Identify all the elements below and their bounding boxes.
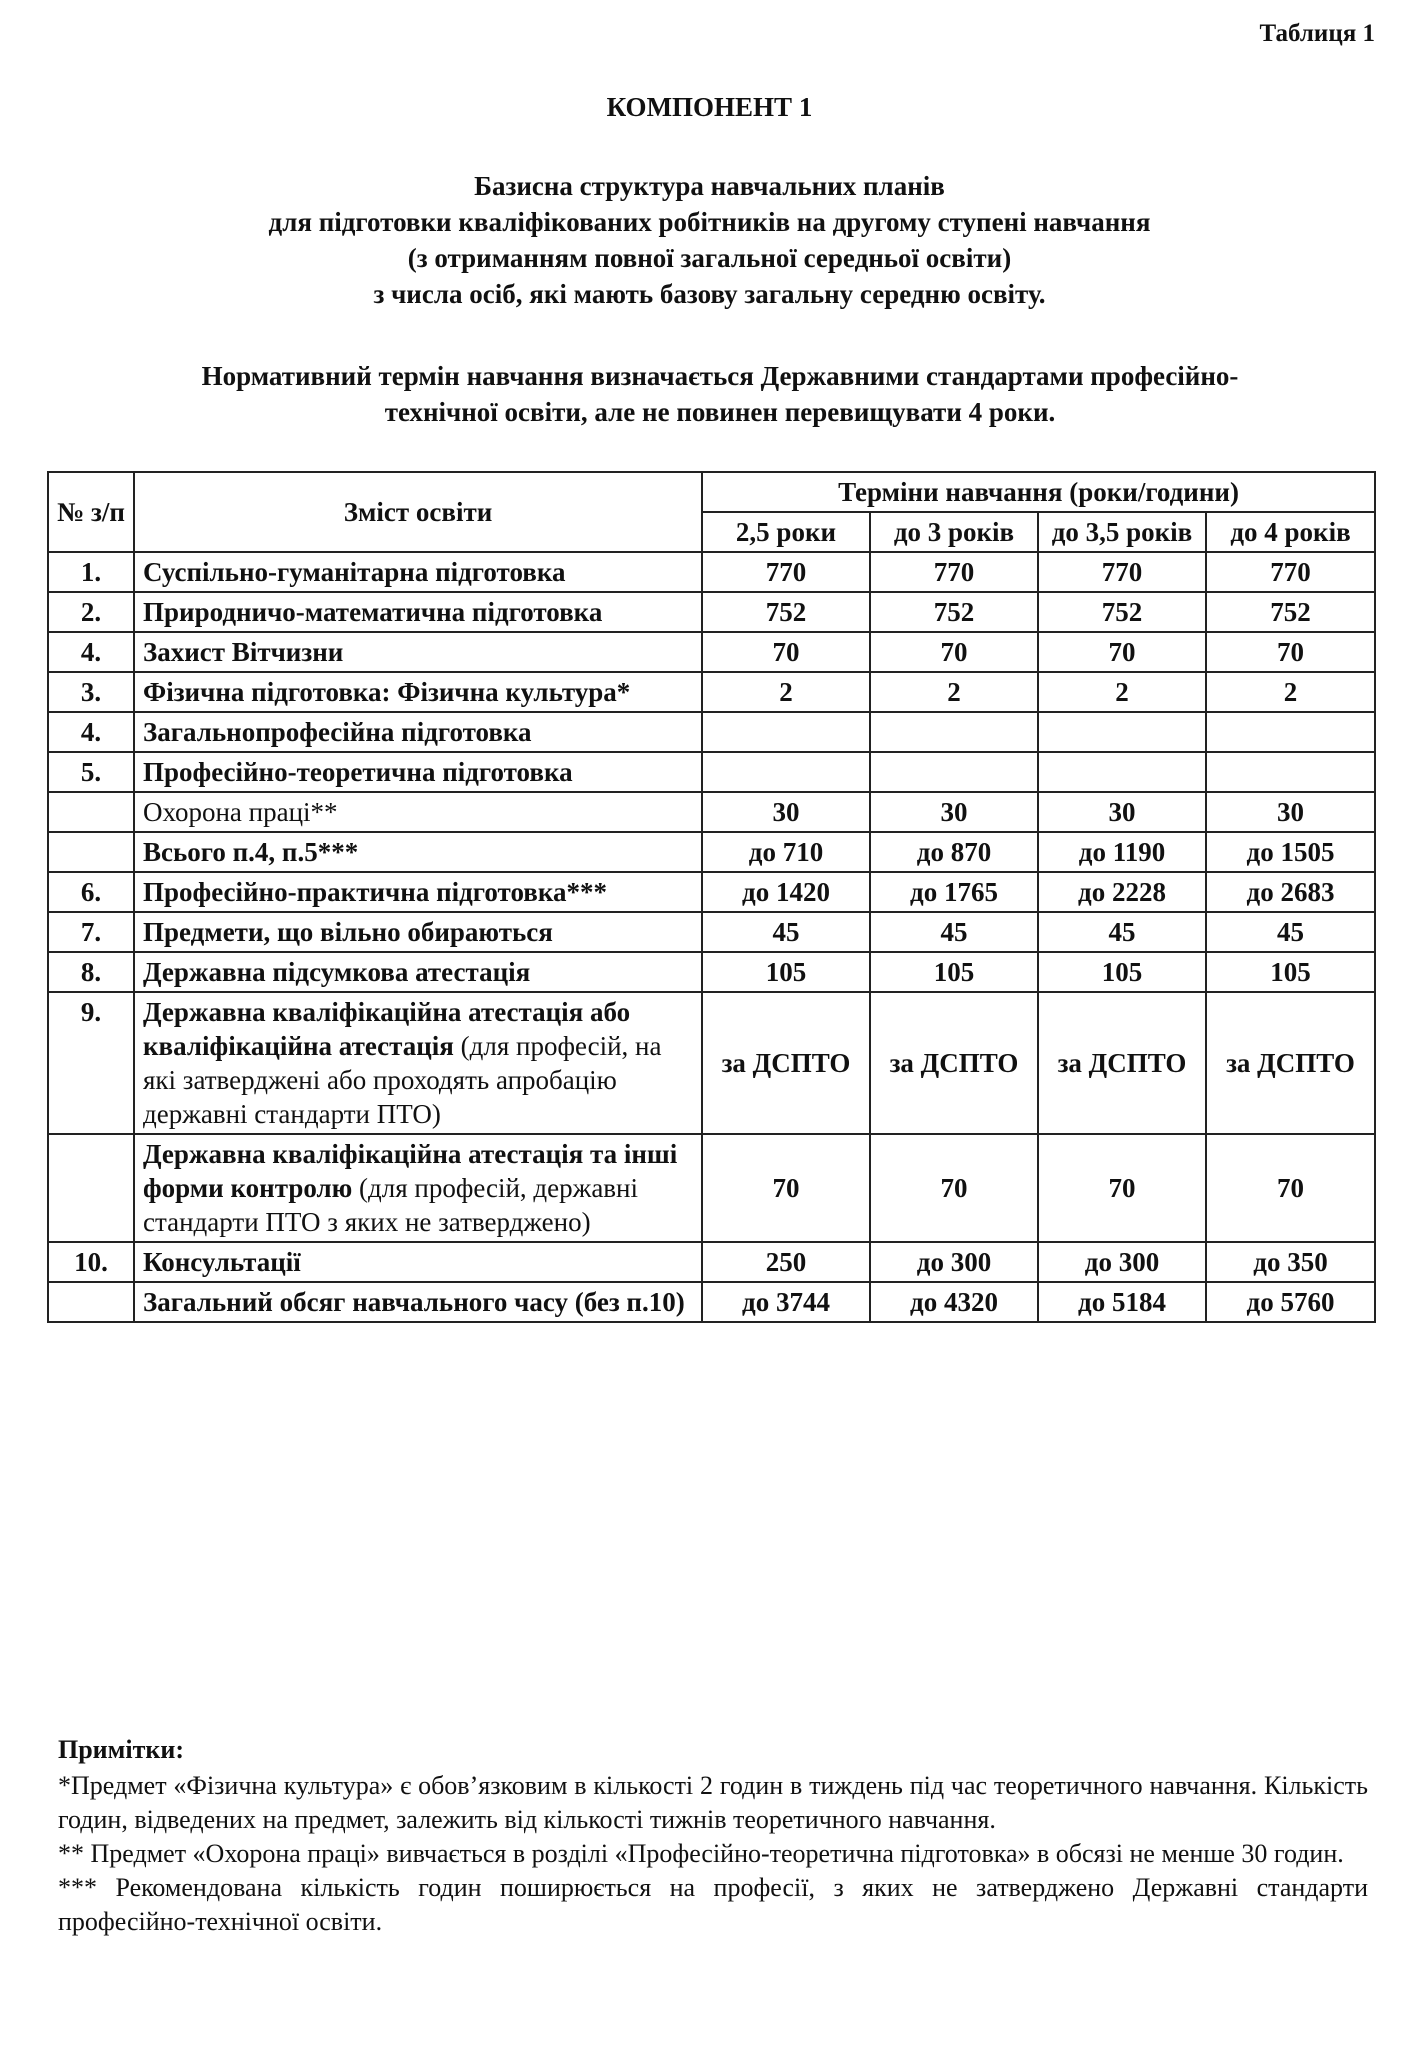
header-terms: Терміни навчання (роки/години) [702, 472, 1375, 512]
table-row [48, 832, 1375, 872]
row-content [134, 792, 702, 832]
table-row [48, 632, 1375, 672]
row-value: до 2683 [1206, 872, 1375, 912]
row-value [1038, 712, 1206, 752]
row-value: 45 [702, 912, 870, 952]
row-value: до 3744 [702, 1282, 870, 1322]
row-value [1206, 712, 1375, 752]
row-content-note: (для професій, на які затверджені або проходять апробацію державні стандарти ПТО) [143, 1031, 662, 1129]
note-item: ** Предмет «Охорона праці» вивчається в розділі «Професійно-теоретична підготовка» в обсязі не менше 30 годин. [58, 1839, 1344, 1868]
row-content-title: Професійно-практична підготовка*** [143, 877, 607, 907]
row-value: 30 [702, 792, 870, 832]
row-value: 105 [1038, 952, 1206, 992]
row-value [1206, 752, 1375, 792]
row-value: 70 [1038, 632, 1206, 672]
row-value: 2 [1206, 672, 1375, 712]
row-value: 770 [1206, 552, 1375, 592]
row-content [134, 672, 702, 712]
table-row [48, 752, 1375, 792]
row-content-title: Професійно-теоретична підготовка [143, 757, 573, 787]
subtitle-line: з числа осіб, які мають базову загальну середню освіту. [373, 279, 1046, 309]
row-number: 6. [48, 872, 134, 912]
row-content-title: Предмети, що вільно обираються [143, 917, 553, 947]
row-value [702, 712, 870, 752]
notes-title: Примітки: [58, 1735, 184, 1764]
row-number: 1. [48, 552, 134, 592]
row-number: 10. [48, 1242, 134, 1282]
row-value: за ДСПТО [702, 992, 870, 1134]
header-row [48, 472, 1375, 512]
note-item: *Предмет «Фізична культура» є обов’язковим в кількості 2 годин в тиждень під час теоретичного навчання. Кількість годин, відведених на предмет, залежить від кількості тижнів теоретичного навчання. [58, 1771, 1368, 1834]
note-item: *** Рекомендована кількість годин поширюється на професії, з яких не затверджено Державні стандарти професійно-технічної освіти. [58, 1873, 1368, 1936]
row-number: 9. [48, 992, 134, 1134]
row-value: 45 [1038, 912, 1206, 952]
row-value: 30 [1038, 792, 1206, 832]
table-row [48, 712, 1375, 752]
row-value: до 2228 [1038, 872, 1206, 912]
row-value: 30 [1206, 792, 1375, 832]
row-value: 250 [702, 1242, 870, 1282]
row-content-title: Природничо-математична підготовка [143, 597, 603, 627]
header-content: Зміст освіти [134, 472, 702, 552]
row-value: 105 [702, 952, 870, 992]
row-number [48, 792, 134, 832]
row-content [134, 872, 702, 912]
row-value: до 1505 [1206, 832, 1375, 872]
row-value: до 4320 [870, 1282, 1038, 1322]
row-content [134, 752, 702, 792]
row-value: 70 [870, 1134, 1038, 1242]
row-value: 70 [702, 1134, 870, 1242]
row-value: 70 [870, 632, 1038, 672]
row-value: 2 [702, 672, 870, 712]
row-value: за ДСПТО [870, 992, 1038, 1134]
row-content-title: Загальний обсяг навчального часу (без п.10) [143, 1287, 685, 1317]
row-value: до 1420 [702, 872, 870, 912]
row-value [870, 752, 1038, 792]
row-value: 70 [1206, 1134, 1375, 1242]
row-value: 752 [870, 592, 1038, 632]
row-value: за ДСПТО [1038, 992, 1206, 1134]
term-note-line: технічної освіти, але не повинен перевищувати 4 роки. [384, 397, 1056, 427]
table-row [48, 992, 1375, 1134]
table-row [48, 592, 1375, 632]
term-note [60, 358, 1380, 430]
header-col: 2,5 роки [702, 512, 870, 552]
row-value: до 1190 [1038, 832, 1206, 872]
row-content-title: Консультації [143, 1247, 301, 1277]
subtitle-line: для підготовки кваліфікованих робітників на другому ступені навчання [268, 207, 1151, 237]
table-row [48, 952, 1375, 992]
table-row [48, 1134, 1375, 1242]
row-content [134, 952, 702, 992]
row-value: за ДСПТО [1206, 992, 1375, 1134]
row-content [134, 592, 702, 632]
row-content-note: Охорона праці** [143, 797, 338, 827]
table-row [48, 912, 1375, 952]
row-number [48, 1282, 134, 1322]
table-row [48, 672, 1375, 712]
row-number: 4. [48, 632, 134, 672]
table-label: Таблиця 1 [1259, 20, 1375, 47]
row-content [134, 1134, 702, 1242]
notes [58, 1733, 1368, 1939]
row-value: 752 [702, 592, 870, 632]
row-content-title: Фізична підготовка: Фізична культура* [143, 677, 631, 707]
row-content-title: Державна кваліфікаційна атестація або кваліфікаційна атестація [143, 997, 631, 1061]
row-content-title: Суспільно-гуманітарна підготовка [143, 557, 566, 587]
row-number: 4. [48, 712, 134, 752]
row-value: до 300 [1038, 1242, 1206, 1282]
row-content [134, 832, 702, 872]
header-num: № з/п [48, 472, 134, 552]
table-body [48, 552, 1375, 1322]
row-number: 3. [48, 672, 134, 712]
row-content [134, 1282, 702, 1322]
row-value: 105 [870, 952, 1038, 992]
row-value [1038, 752, 1206, 792]
row-value: 30 [870, 792, 1038, 832]
component-title: КОМПОНЕНТ 1 [606, 92, 813, 122]
row-value [702, 752, 870, 792]
row-content [134, 912, 702, 952]
row-number [48, 832, 134, 872]
row-value: до 300 [870, 1242, 1038, 1282]
table-row [48, 1242, 1375, 1282]
header-col: до 3,5 років [1038, 512, 1206, 552]
row-content-title: Державна кваліфікаційна атестація та інші форми контролю [143, 1139, 678, 1203]
row-value: 70 [1206, 632, 1375, 672]
row-value: 70 [702, 632, 870, 672]
row-content-note: (для професій, державні стандарти ПТО з яких не затверджено) [143, 1173, 638, 1237]
row-content [134, 552, 702, 592]
plan-subtitle [0, 168, 1419, 312]
row-value: 770 [702, 552, 870, 592]
row-content-title: Всього п.4, п.5*** [143, 837, 359, 867]
row-value: 105 [1206, 952, 1375, 992]
row-value: до 870 [870, 832, 1038, 872]
row-value: 45 [1206, 912, 1375, 952]
row-value: 45 [870, 912, 1038, 952]
header-col: до 3 років [870, 512, 1038, 552]
row-value [870, 712, 1038, 752]
row-content [134, 1242, 702, 1282]
row-content-title: Загальнопрофесійна підготовка [143, 717, 532, 747]
row-content [134, 992, 702, 1134]
row-value: до 5760 [1206, 1282, 1375, 1322]
row-number [48, 1134, 134, 1242]
row-value: до 350 [1206, 1242, 1375, 1282]
row-value: 770 [1038, 552, 1206, 592]
row-value: до 710 [702, 832, 870, 872]
row-value: 752 [1038, 592, 1206, 632]
row-value: 2 [870, 672, 1038, 712]
row-content-title: Захист Вітчизни [143, 637, 344, 667]
table-row [48, 792, 1375, 832]
term-note-line: Нормативний термін навчання визначається Державними стандартами професійно- [201, 361, 1239, 391]
row-value: до 5184 [1038, 1282, 1206, 1322]
row-value: 770 [870, 552, 1038, 592]
table-row [48, 552, 1375, 592]
row-number: 5. [48, 752, 134, 792]
row-number: 2. [48, 592, 134, 632]
table-row [48, 1282, 1375, 1322]
row-content [134, 632, 702, 672]
row-value: 70 [1038, 1134, 1206, 1242]
curriculum-table [47, 471, 1376, 1323]
row-content [134, 712, 702, 752]
row-value: до 1765 [870, 872, 1038, 912]
row-number: 7. [48, 912, 134, 952]
subtitle-line: (з отриманням повної загальної середньої освіти) [407, 243, 1012, 273]
row-number: 8. [48, 952, 134, 992]
subtitle-line: Базисна структура навчальних планів [474, 171, 945, 201]
row-value: 752 [1206, 592, 1375, 632]
row-content-title: Державна підсумкова атестація [143, 957, 531, 987]
table-row [48, 872, 1375, 912]
row-value: 2 [1038, 672, 1206, 712]
header-col: до 4 років [1206, 512, 1375, 552]
